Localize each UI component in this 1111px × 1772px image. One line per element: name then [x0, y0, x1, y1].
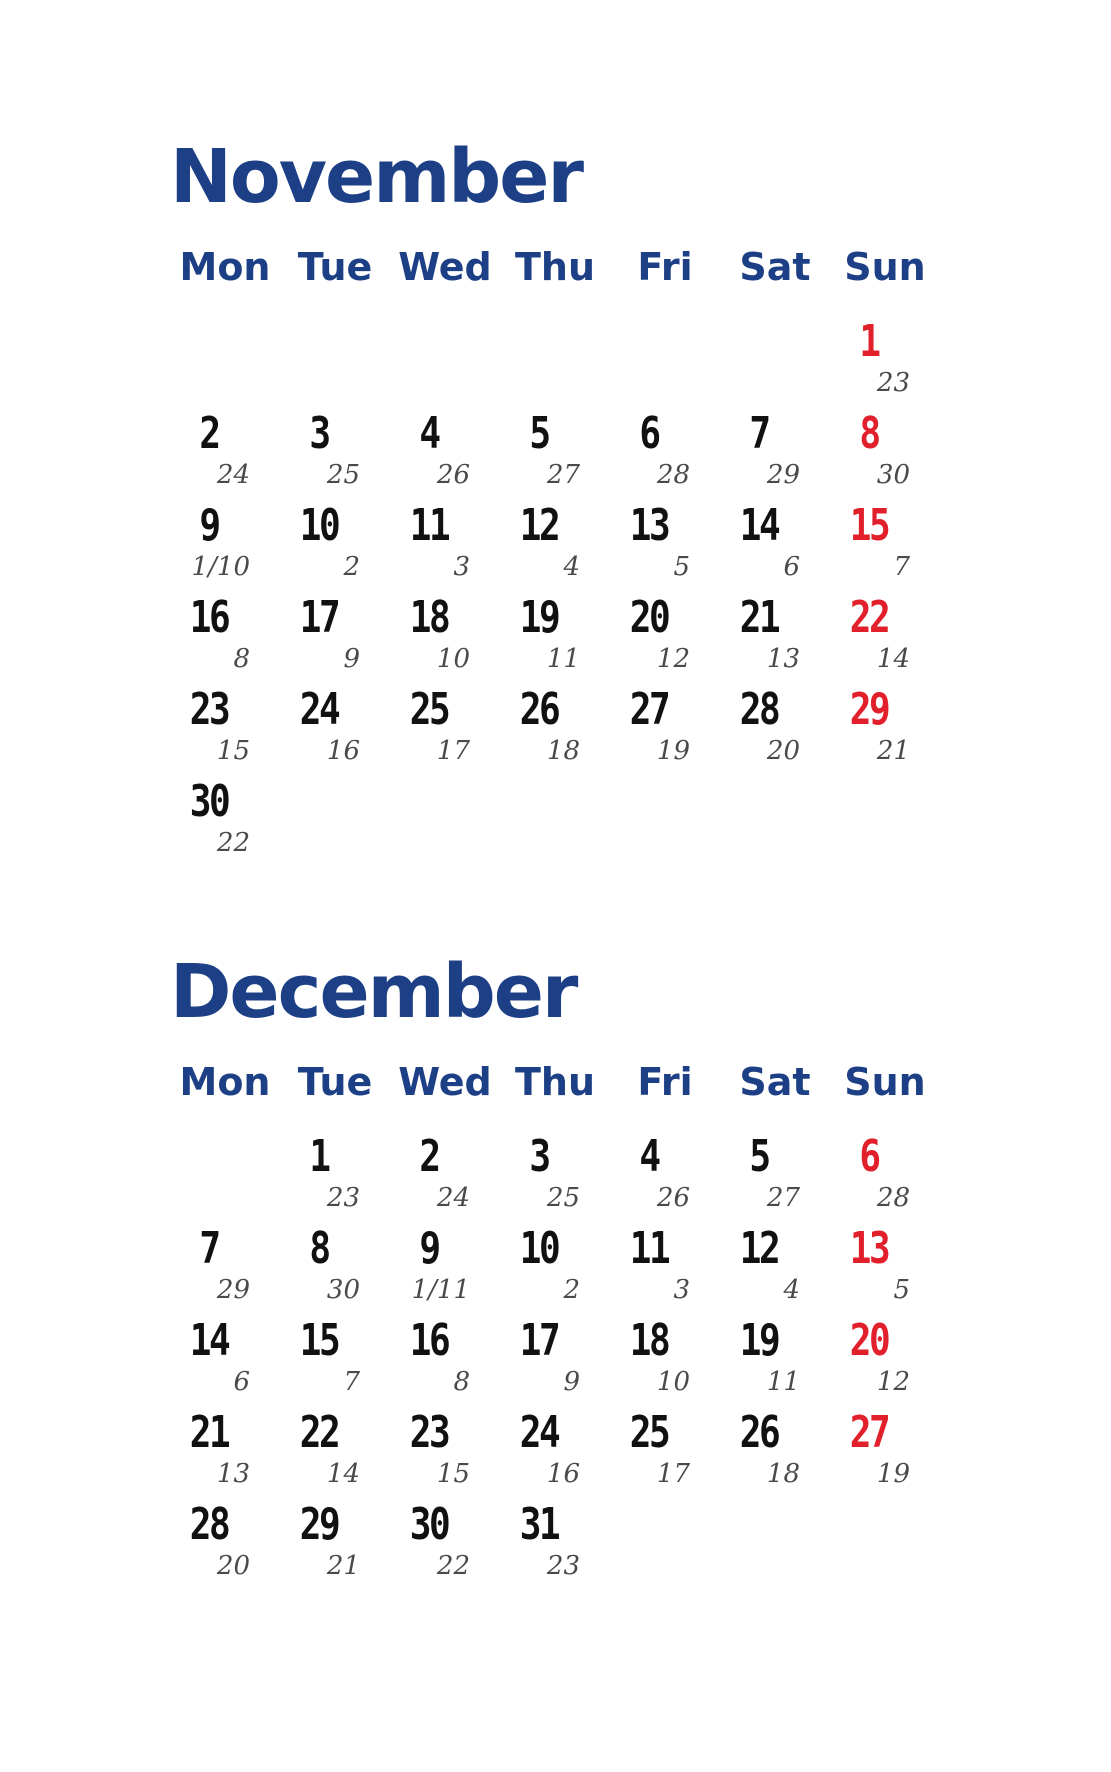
weekday-label-wed: Wed [398, 245, 492, 289]
weekday-label-tue: Tue [297, 245, 373, 289]
date-number: 23 [409, 1407, 449, 1458]
day-cell [610, 684, 720, 780]
day-cell [610, 1407, 720, 1503]
weekday-label-sun: Sun [844, 245, 926, 289]
date-number: 14 [189, 1315, 229, 1366]
lunar-date: 23 [876, 368, 910, 398]
day-cell [720, 1407, 830, 1503]
date-number: 3 [529, 1131, 549, 1182]
weekday-label-mon: Mon [179, 245, 271, 289]
lunar-date: 1/11 [411, 1275, 470, 1305]
day-cell [280, 408, 390, 504]
date-number: 21 [739, 592, 779, 643]
lunar-date: 17 [436, 736, 470, 766]
lunar-date: 22 [436, 1551, 470, 1581]
lunar-date: 3 [673, 1275, 690, 1305]
lunar-date: 26 [436, 460, 470, 490]
weekday-label-fri: Fri [637, 1060, 693, 1104]
lunar-date: 28 [656, 460, 690, 490]
date-number: 16 [409, 1315, 449, 1366]
day-cell [720, 1131, 830, 1227]
day-cell [390, 1315, 500, 1411]
weekday-header-row [170, 245, 950, 298]
day-cell [170, 1315, 280, 1411]
lunar-date: 19 [656, 736, 690, 766]
lunar-date: 12 [656, 644, 690, 674]
day-cell [500, 1407, 610, 1503]
day-cell [390, 1499, 500, 1595]
day-cell [390, 408, 500, 504]
lunar-date: 22 [216, 828, 250, 858]
day-cell [170, 776, 280, 872]
lunar-date: 20 [766, 736, 800, 766]
date-number: 1 [309, 1131, 329, 1182]
date-number: 23 [189, 684, 229, 735]
date-number: 24 [299, 684, 339, 735]
weekday-label-mon: Mon [179, 1060, 271, 1104]
day-grid [170, 1131, 960, 1595]
lunar-date: 19 [876, 1459, 910, 1489]
day-cell [500, 592, 610, 688]
lunar-date: 7 [343, 1367, 360, 1397]
date-number: 31 [519, 1499, 559, 1550]
date-number: 28 [739, 684, 779, 735]
lunar-date: 11 [546, 644, 580, 674]
day-cell [830, 1131, 940, 1227]
day-cell [170, 1499, 280, 1595]
lunar-date: 30 [326, 1275, 360, 1305]
day-cell [390, 592, 500, 688]
lunar-date: 16 [546, 1459, 580, 1489]
lunar-date: 14 [876, 644, 910, 674]
weekday-label-thu: Thu [514, 245, 596, 289]
sunday-date-number: 29 [849, 684, 889, 735]
day-cell [390, 1131, 500, 1227]
lunar-date: 30 [876, 460, 910, 490]
day-cell [720, 684, 830, 780]
day-cell [500, 408, 610, 504]
weekday-label-sat: Sat [739, 245, 811, 289]
date-number: 4 [419, 408, 439, 459]
lunar-date: 24 [216, 460, 250, 490]
lunar-date: 25 [326, 460, 360, 490]
date-number: 15 [299, 1315, 339, 1366]
date-number: 27 [629, 684, 669, 735]
date-number: 12 [519, 500, 559, 551]
lunar-date: 13 [766, 644, 800, 674]
lunar-date: 29 [766, 460, 800, 490]
date-number: 5 [529, 408, 549, 459]
date-number: 14 [739, 500, 779, 551]
month-title: December [170, 949, 577, 1035]
weekday-label-sun: Sun [844, 1060, 926, 1104]
day-cell [720, 408, 830, 504]
date-number: 2 [419, 1131, 439, 1182]
lunar-date: 2 [563, 1275, 580, 1305]
lunar-date: 4 [563, 552, 580, 582]
day-cell [390, 1407, 500, 1503]
day-cell [720, 1223, 830, 1319]
date-number: 3 [309, 408, 329, 459]
date-number: 30 [189, 776, 229, 827]
day-cell [610, 1131, 720, 1227]
sunday-date-number: 15 [849, 500, 889, 551]
day-cell [720, 500, 830, 596]
lunar-date: 23 [546, 1551, 580, 1581]
lunar-date: 4 [783, 1275, 800, 1305]
lunar-date: 7 [893, 552, 910, 582]
lunar-date: 12 [876, 1367, 910, 1397]
day-cell [170, 592, 280, 688]
day-cell [280, 684, 390, 780]
day-cell [720, 592, 830, 688]
weekday-label-fri: Fri [637, 245, 693, 289]
date-number: 28 [189, 1499, 229, 1550]
day-cell [610, 500, 720, 596]
lunar-date: 16 [326, 736, 360, 766]
lunar-date: 13 [216, 1459, 250, 1489]
lunar-date: 5 [673, 552, 690, 582]
lunar-date: 18 [546, 736, 580, 766]
lunar-date: 27 [766, 1183, 800, 1213]
weekday-label-sat: Sat [739, 1060, 811, 1104]
lunar-date: 23 [326, 1183, 360, 1213]
lunar-date: 14 [326, 1459, 360, 1489]
date-number: 26 [519, 684, 559, 735]
date-number: 25 [629, 1407, 669, 1458]
day-cell [390, 500, 500, 596]
day-cell [500, 500, 610, 596]
day-cell [830, 500, 940, 596]
day-cell [720, 1315, 830, 1411]
day-cell [280, 1499, 390, 1595]
day-cell [500, 1499, 610, 1595]
date-number: 24 [519, 1407, 559, 1458]
lunar-date: 15 [216, 736, 250, 766]
weekday-label-thu: Thu [514, 1060, 596, 1104]
day-cell [830, 316, 940, 412]
date-number: 11 [409, 500, 449, 551]
lunar-date: 25 [546, 1183, 580, 1213]
date-number: 13 [629, 500, 669, 551]
day-cell [170, 684, 280, 780]
day-cell [500, 1131, 610, 1227]
lunar-date: 1/10 [191, 552, 250, 582]
sunday-date-number: 13 [849, 1223, 889, 1274]
date-number: 22 [299, 1407, 339, 1458]
day-cell [830, 408, 940, 504]
lunar-date: 2 [343, 552, 360, 582]
sunday-date-number: 27 [849, 1407, 889, 1458]
day-cell [280, 500, 390, 596]
lunar-date: 6 [233, 1367, 250, 1397]
date-number: 20 [629, 592, 669, 643]
date-number: 12 [739, 1223, 779, 1274]
lunar-date: 8 [233, 644, 250, 674]
lunar-date: 26 [656, 1183, 690, 1213]
lunar-date: 6 [783, 552, 800, 582]
lunar-date: 5 [893, 1275, 910, 1305]
lunar-date: 20 [216, 1551, 250, 1581]
lunar-date: 24 [436, 1183, 470, 1213]
date-number: 18 [409, 592, 449, 643]
date-number: 6 [639, 408, 659, 459]
date-number: 26 [739, 1407, 779, 1458]
lunar-date: 15 [436, 1459, 470, 1489]
lunar-date: 21 [876, 736, 910, 766]
day-cell [830, 592, 940, 688]
sunday-date-number: 6 [859, 1131, 879, 1182]
lunar-date: 18 [766, 1459, 800, 1489]
lunar-date: 17 [656, 1459, 690, 1489]
day-cell [280, 1315, 390, 1411]
day-cell [390, 684, 500, 780]
date-number: 19 [519, 592, 559, 643]
day-grid [170, 316, 960, 872]
date-number: 30 [409, 1499, 449, 1550]
lunar-date: 29 [216, 1275, 250, 1305]
day-cell [500, 1223, 610, 1319]
day-cell [610, 592, 720, 688]
date-number: 17 [299, 592, 339, 643]
date-number: 17 [519, 1315, 559, 1366]
date-number: 7 [749, 408, 769, 459]
sunday-date-number: 22 [849, 592, 889, 643]
lunar-date: 11 [766, 1367, 800, 1397]
lunar-date: 21 [326, 1551, 360, 1581]
weekday-label-tue: Tue [297, 1060, 373, 1104]
day-cell [610, 1223, 720, 1319]
date-number: 5 [749, 1131, 769, 1182]
date-number: 18 [629, 1315, 669, 1366]
day-cell [280, 1131, 390, 1227]
lunar-date: 8 [453, 1367, 470, 1397]
day-cell [280, 592, 390, 688]
day-cell [610, 408, 720, 504]
date-number: 8 [309, 1223, 329, 1274]
day-cell [500, 684, 610, 780]
weekday-header-row [170, 1060, 950, 1113]
day-cell [170, 1407, 280, 1503]
day-cell [830, 684, 940, 780]
date-number: 16 [189, 592, 229, 643]
sunday-date-number: 1 [859, 316, 879, 367]
date-number: 11 [629, 1223, 669, 1274]
lunar-date: 10 [436, 644, 470, 674]
day-cell [280, 1223, 390, 1319]
date-number: 29 [299, 1499, 339, 1550]
date-number: 7 [199, 1223, 219, 1274]
date-number: 25 [409, 684, 449, 735]
lunar-date: 9 [343, 644, 360, 674]
day-cell [830, 1223, 940, 1319]
date-number: 21 [189, 1407, 229, 1458]
day-cell [280, 1407, 390, 1503]
day-cell [390, 1223, 500, 1319]
month-title: November [170, 134, 582, 220]
date-number: 10 [299, 500, 339, 551]
day-cell [170, 500, 280, 596]
lunar-date: 28 [876, 1183, 910, 1213]
date-number: 10 [519, 1223, 559, 1274]
date-number: 9 [419, 1223, 439, 1274]
day-cell [830, 1315, 940, 1411]
day-cell [610, 1315, 720, 1411]
weekday-label-wed: Wed [398, 1060, 492, 1104]
sunday-date-number: 8 [859, 408, 879, 459]
date-number: 19 [739, 1315, 779, 1366]
date-number: 2 [199, 408, 219, 459]
lunar-date: 27 [546, 460, 580, 490]
lunar-date: 10 [656, 1367, 690, 1397]
day-cell [830, 1407, 940, 1503]
lunar-date: 9 [563, 1367, 580, 1397]
lunar-date: 3 [453, 552, 470, 582]
sunday-date-number: 20 [849, 1315, 889, 1366]
date-number: 4 [639, 1131, 659, 1182]
date-number: 9 [199, 500, 219, 551]
day-cell [170, 408, 280, 504]
day-cell [170, 1223, 280, 1319]
day-cell [500, 1315, 610, 1411]
